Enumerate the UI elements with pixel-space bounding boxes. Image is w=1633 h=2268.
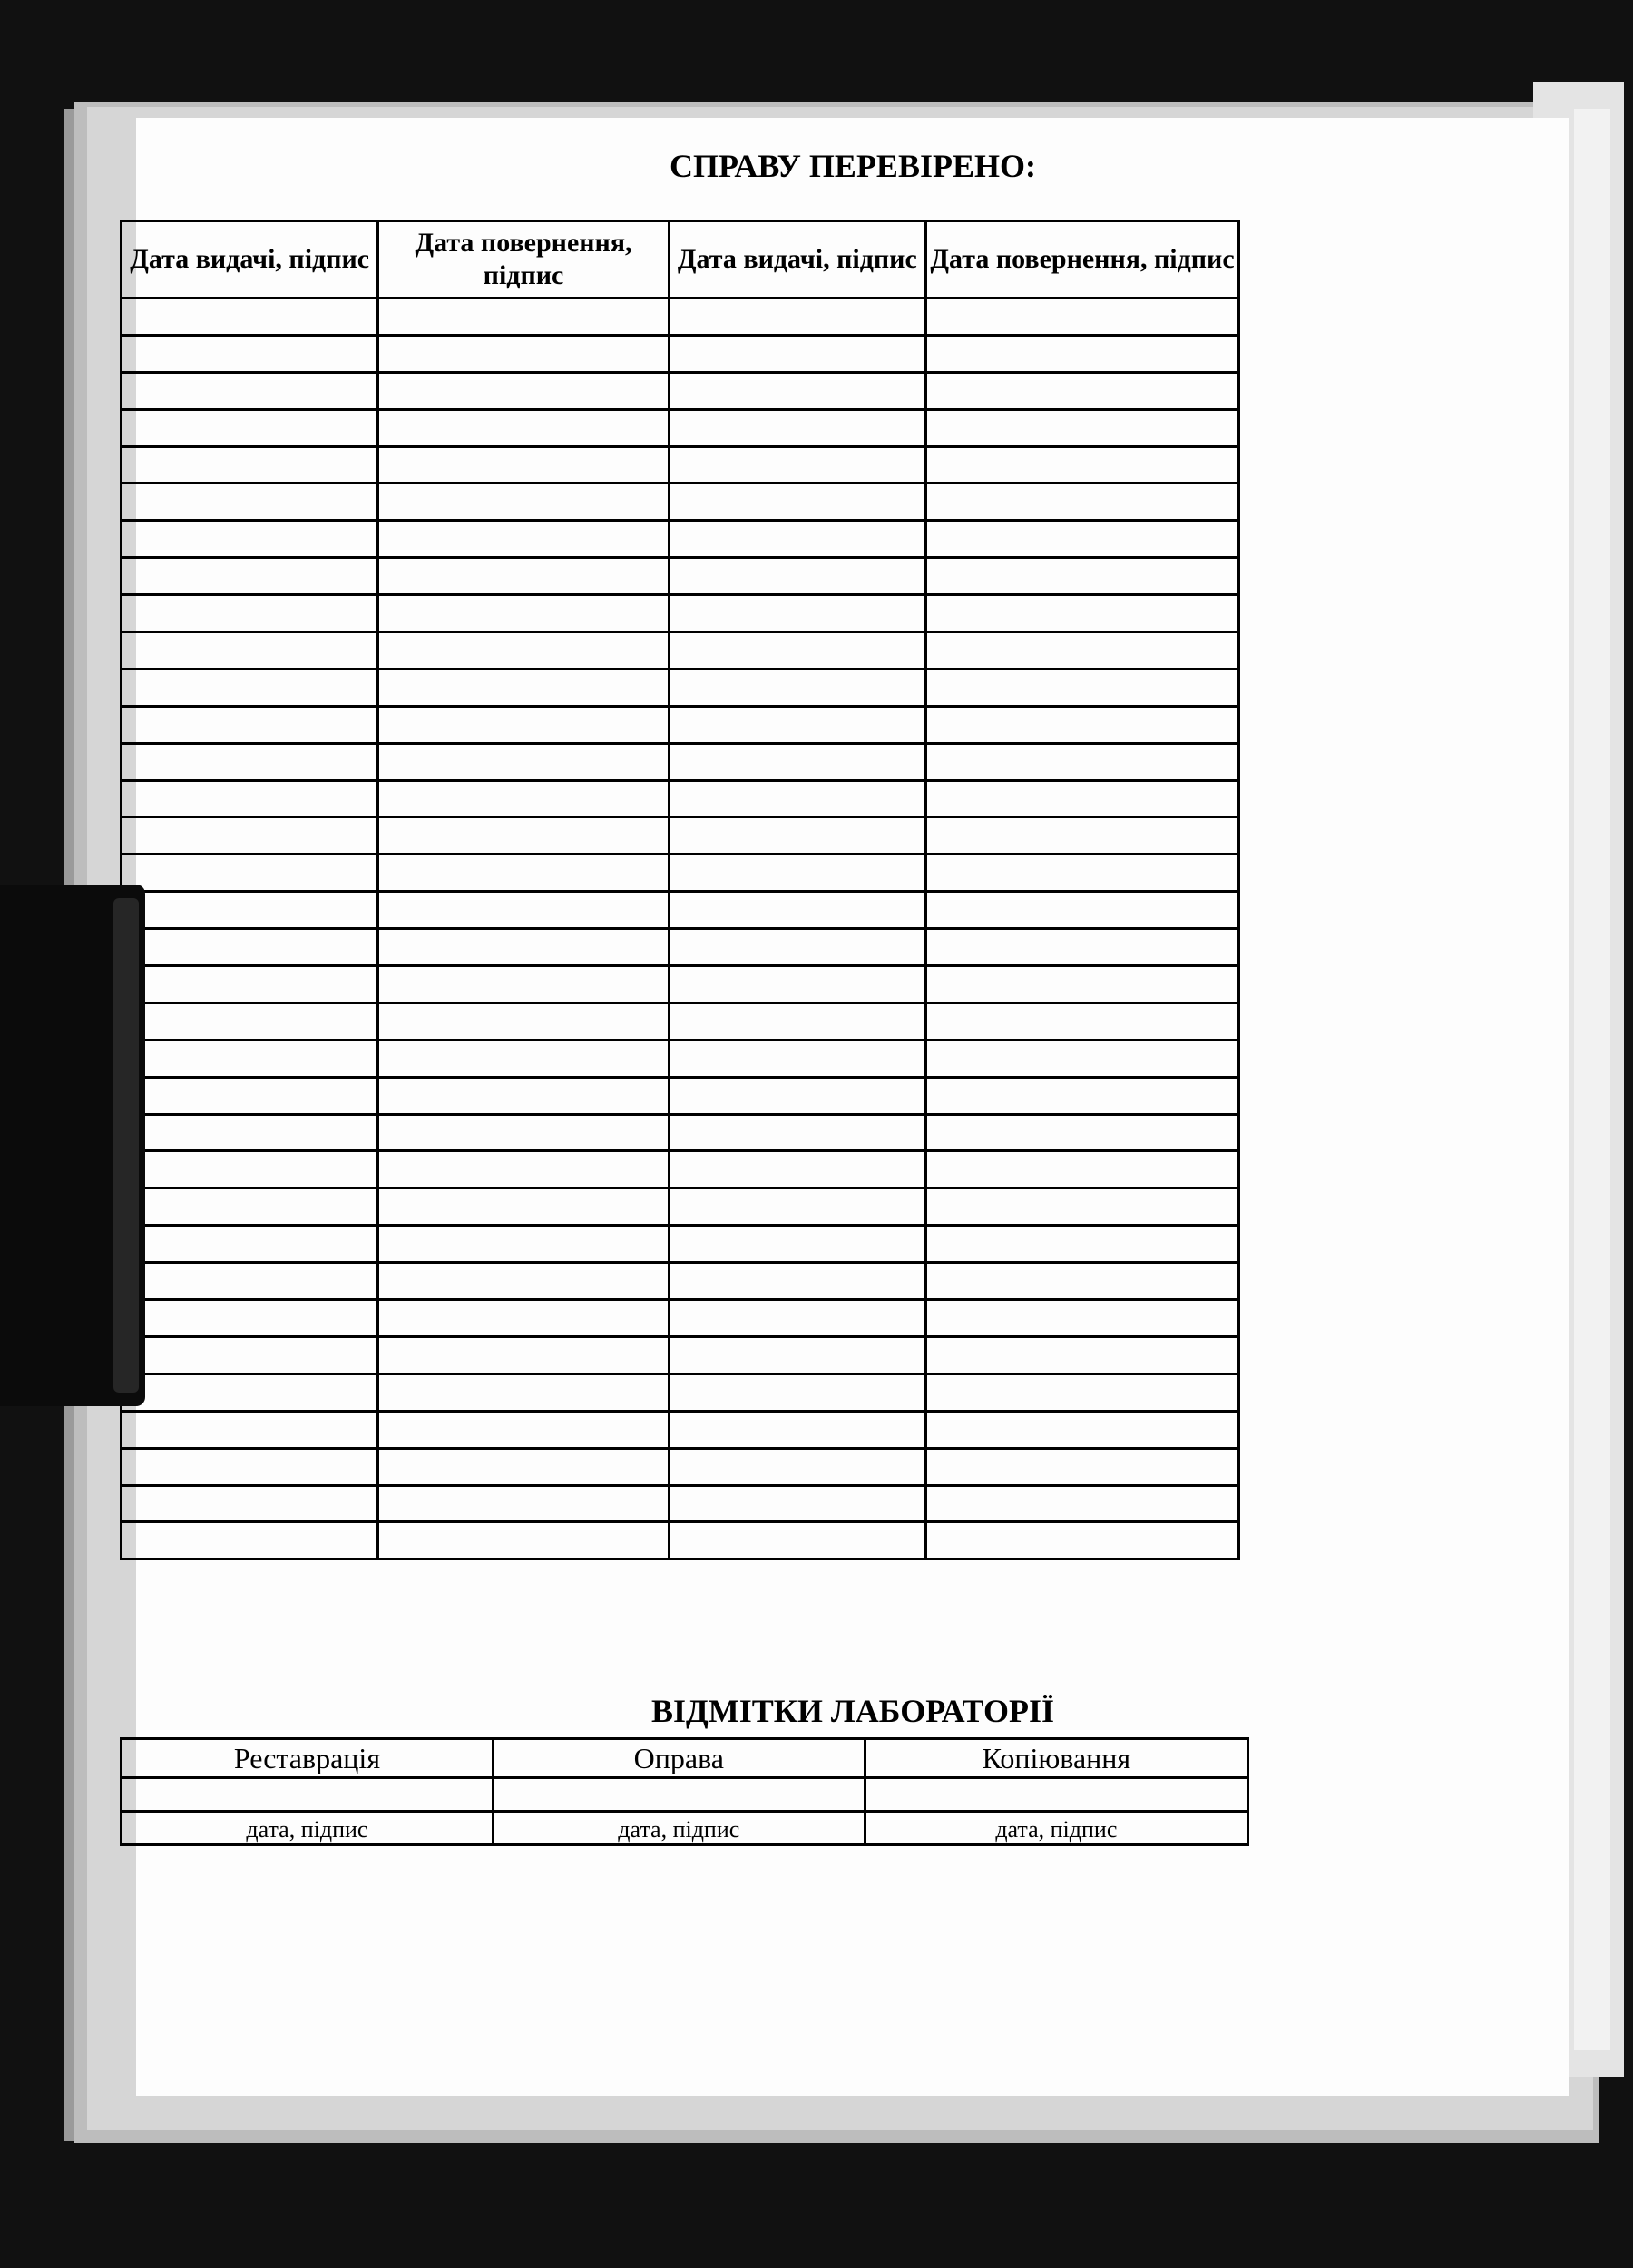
table-cell: [669, 817, 925, 855]
table-cell: [122, 1522, 378, 1559]
table-cell: [378, 706, 669, 743]
table-cell: [122, 743, 378, 780]
table-cell: [378, 1151, 669, 1188]
table-cell: [378, 1300, 669, 1337]
table-cell: [669, 1448, 925, 1485]
table-cell: [926, 298, 1239, 336]
table-cell: [669, 706, 925, 743]
table-cell: [122, 632, 378, 670]
lab-header-row: [122, 1739, 1248, 1778]
table-cell: [926, 372, 1239, 409]
table-cell: [122, 484, 378, 521]
table-cell: [669, 446, 925, 484]
table-cell: [122, 1114, 378, 1151]
table-cell: [926, 966, 1239, 1003]
table-cell: [122, 780, 378, 817]
lab-section-title: ВІДМІТКИ ЛАБОРАТОРІЇ: [650, 1693, 1055, 1729]
table-row: [122, 1374, 1239, 1411]
table-row: [122, 1226, 1239, 1263]
table-cell: [669, 521, 925, 558]
table-row: [122, 1040, 1239, 1077]
table-row: [122, 1263, 1239, 1300]
table-cell: [122, 817, 378, 855]
table-row: [122, 298, 1239, 336]
table-row: [122, 372, 1239, 409]
table-cell: [669, 1226, 925, 1263]
table-cell: [669, 595, 925, 632]
table-cell: [122, 446, 378, 484]
table-row: [122, 595, 1239, 632]
lab-entry-cell: [493, 1778, 865, 1812]
lab-signature-row: [122, 1812, 1248, 1845]
table-cell: [669, 780, 925, 817]
table-cell: [122, 1300, 378, 1337]
table-cell: [669, 1522, 925, 1559]
table-row: [122, 1188, 1239, 1226]
table-row: [122, 892, 1239, 929]
table-cell: [926, 1336, 1239, 1374]
table-cell: [669, 1040, 925, 1077]
table-row: [122, 1114, 1239, 1151]
table-cell: [669, 1411, 925, 1448]
column-header: Дата повернення, підпис: [378, 221, 669, 298]
table-cell: [378, 669, 669, 706]
table-row: [122, 1002, 1239, 1040]
table-row: [122, 484, 1239, 521]
table-cell: [926, 335, 1239, 372]
table-cell: [926, 1448, 1239, 1485]
table-cell: [378, 1077, 669, 1114]
table-row: [122, 632, 1239, 670]
table-cell: [926, 743, 1239, 780]
table-cell: [122, 966, 378, 1003]
table-cell: [669, 558, 925, 595]
table-cell: [669, 484, 925, 521]
table-cell: [669, 1151, 925, 1188]
table-cell: [926, 706, 1239, 743]
lab-column-header: Реставрація: [122, 1739, 494, 1778]
protruding-sheet-edge: [1574, 109, 1610, 2050]
table-row: [122, 409, 1239, 446]
page-title: СПРАВУ ПЕРЕВІРЕНО:: [670, 148, 1036, 184]
table-row: [122, 669, 1239, 706]
table-cell: [669, 1300, 925, 1337]
table-cell: [378, 1040, 669, 1077]
table-row: [122, 855, 1239, 892]
table-row: [122, 817, 1239, 855]
table-cell: [122, 595, 378, 632]
signature-label: дата, підпис: [493, 1812, 865, 1845]
table-cell: [122, 1336, 378, 1374]
table-cell: [926, 1002, 1239, 1040]
table-cell: [378, 558, 669, 595]
table-cell: [378, 409, 669, 446]
lab-column-header: Оправа: [493, 1739, 865, 1778]
lab-entry-cell: [122, 1778, 494, 1812]
table-cell: [926, 595, 1239, 632]
table-cell: [378, 817, 669, 855]
table-row: [122, 558, 1239, 595]
table-cell: [378, 1226, 669, 1263]
binder-clip-edge: [113, 898, 139, 1393]
table-cell: [926, 1226, 1239, 1263]
table-cell: [378, 1522, 669, 1559]
table-cell: [378, 1485, 669, 1522]
column-header: Дата видачі, підпис: [669, 221, 925, 298]
table-cell: [122, 706, 378, 743]
table-cell: [669, 669, 925, 706]
table-row: [122, 706, 1239, 743]
table-row: [122, 521, 1239, 558]
table-row: [122, 335, 1239, 372]
table-cell: [122, 1448, 378, 1485]
table-cell: [378, 1374, 669, 1411]
table-cell: [926, 1114, 1239, 1151]
column-header: Дата повернення, підпис: [926, 221, 1239, 298]
table-row: [122, 1336, 1239, 1374]
table-cell: [926, 669, 1239, 706]
table-cell: [926, 1151, 1239, 1188]
signature-label: дата, підпис: [865, 1812, 1247, 1845]
table-row: [122, 446, 1239, 484]
table-cell: [926, 1374, 1239, 1411]
table-cell: [926, 484, 1239, 521]
table-cell: [378, 892, 669, 929]
checkout-log-table: [120, 220, 1240, 1560]
table-cell: [378, 1448, 669, 1485]
table-cell: [122, 929, 378, 966]
column-header: Дата видачі, підпис: [122, 221, 378, 298]
table-cell: [669, 892, 925, 929]
table-cell: [926, 892, 1239, 929]
table-cell: [122, 372, 378, 409]
table-cell: [926, 1040, 1239, 1077]
table-cell: [378, 855, 669, 892]
lab-entry-cell: [865, 1778, 1247, 1812]
table-row: [122, 1151, 1239, 1188]
table-cell: [378, 484, 669, 521]
table-cell: [669, 1188, 925, 1226]
table-cell: [122, 409, 378, 446]
table-cell: [378, 1411, 669, 1448]
table-cell: [378, 595, 669, 632]
table-cell: [122, 1263, 378, 1300]
table-row: [122, 1077, 1239, 1114]
table-cell: [378, 1002, 669, 1040]
table-cell: [122, 1226, 378, 1263]
table-cell: [926, 1077, 1239, 1114]
table-row: [122, 1300, 1239, 1337]
lab-marks-table: [120, 1737, 1249, 1846]
table-cell: [378, 929, 669, 966]
table-cell: [669, 409, 925, 446]
table-cell: [926, 409, 1239, 446]
table-cell: [926, 780, 1239, 817]
table-cell: [378, 1336, 669, 1374]
table-row: [122, 966, 1239, 1003]
table-cell: [926, 521, 1239, 558]
table-cell: [378, 335, 669, 372]
table-cell: [926, 1263, 1239, 1300]
table-cell: [926, 1300, 1239, 1337]
table-cell: [669, 966, 925, 1003]
signature-label: дата, підпис: [122, 1812, 494, 1845]
table-cell: [669, 1374, 925, 1411]
table-cell: [669, 1077, 925, 1114]
table-cell: [669, 743, 925, 780]
table-cell: [122, 1374, 378, 1411]
table-header-row: [122, 221, 1239, 298]
table-cell: [669, 1002, 925, 1040]
table-cell: [122, 1151, 378, 1188]
table-cell: [122, 1077, 378, 1114]
table-cell: [926, 855, 1239, 892]
table-cell: [926, 558, 1239, 595]
table-cell: [122, 669, 378, 706]
table-cell: [378, 780, 669, 817]
table-cell: [926, 1485, 1239, 1522]
table-cell: [669, 372, 925, 409]
table-cell: [669, 1485, 925, 1522]
table-row: [122, 1448, 1239, 1485]
table-cell: [669, 1263, 925, 1300]
table-cell: [378, 1188, 669, 1226]
table-row: [122, 780, 1239, 817]
table-cell: [122, 558, 378, 595]
table-cell: [926, 446, 1239, 484]
table-cell: [122, 298, 378, 336]
table-row: [122, 1522, 1239, 1559]
table-row: [122, 743, 1239, 780]
table-cell: [926, 929, 1239, 966]
table-cell: [122, 892, 378, 929]
table-cell: [122, 855, 378, 892]
table-cell: [669, 1114, 925, 1151]
table-cell: [378, 743, 669, 780]
table-cell: [669, 855, 925, 892]
table-cell: [926, 1411, 1239, 1448]
lab-column-header: Копіювання: [865, 1739, 1247, 1778]
table-cell: [378, 966, 669, 1003]
table-cell: [926, 1188, 1239, 1226]
table-cell: [669, 929, 925, 966]
table-cell: [378, 632, 669, 670]
table-cell: [378, 1263, 669, 1300]
table-cell: [669, 632, 925, 670]
table-cell: [669, 298, 925, 336]
table-cell: [378, 372, 669, 409]
lab-entry-row: [122, 1778, 1248, 1812]
table-cell: [122, 1040, 378, 1077]
table-cell: [378, 521, 669, 558]
table-cell: [122, 1411, 378, 1448]
table-cell: [926, 632, 1239, 670]
table-cell: [122, 1485, 378, 1522]
table-cell: [122, 335, 378, 372]
table-cell: [926, 1522, 1239, 1559]
table-cell: [378, 298, 669, 336]
table-cell: [378, 1114, 669, 1151]
table-row: [122, 929, 1239, 966]
table-cell: [122, 521, 378, 558]
table-cell: [122, 1002, 378, 1040]
table-cell: [122, 1188, 378, 1226]
table-cell: [669, 1336, 925, 1374]
table-row: [122, 1411, 1239, 1448]
table-cell: [669, 335, 925, 372]
table-row: [122, 1485, 1239, 1522]
table-cell: [378, 446, 669, 484]
table-cell: [926, 817, 1239, 855]
table-body: [122, 298, 1239, 1559]
